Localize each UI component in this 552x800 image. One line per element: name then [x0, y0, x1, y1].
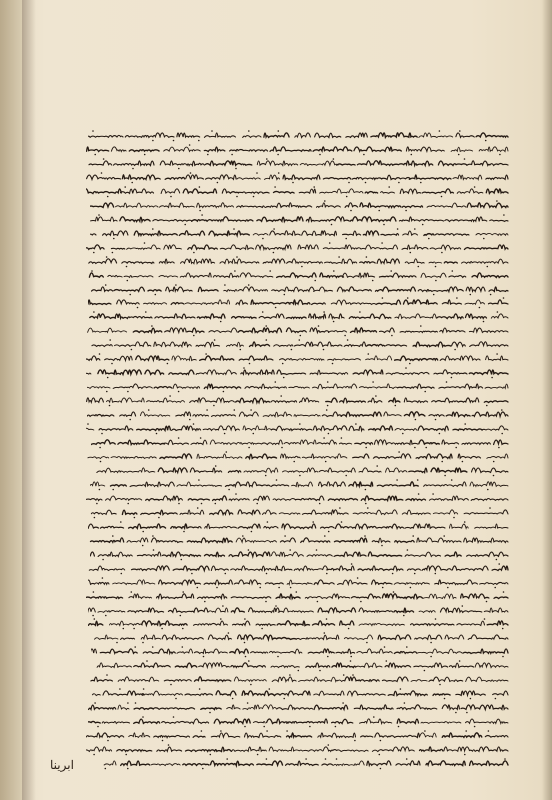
manuscript-line: [86, 589, 510, 603]
page-edge-right: [542, 0, 552, 800]
manuscript-line: [89, 672, 510, 686]
manuscript-line: [103, 756, 510, 770]
manuscript-line: [91, 435, 510, 449]
manuscript-line: [87, 449, 510, 463]
manuscript-line: [86, 421, 510, 435]
ink-strokes: [86, 393, 510, 407]
ink-strokes: [86, 351, 510, 365]
ink-strokes: [90, 477, 510, 491]
ink-strokes: [90, 337, 510, 351]
ink-strokes: [91, 282, 510, 296]
ink-strokes: [86, 240, 510, 254]
ink-strokes: [88, 128, 510, 142]
manuscript-line: [87, 379, 510, 393]
manuscript-line: [86, 393, 510, 407]
ink-strokes: [103, 756, 510, 770]
ink-strokes: [86, 728, 510, 742]
manuscript-line: [90, 477, 510, 491]
ink-strokes: [88, 616, 510, 630]
ink-strokes: [88, 603, 510, 617]
ink-strokes: [88, 561, 510, 575]
ink-strokes: [88, 630, 510, 644]
ink-strokes: [87, 323, 510, 337]
manuscript-line: [88, 561, 510, 575]
ink-strokes: [91, 435, 510, 449]
manuscript-line: [86, 365, 510, 379]
manuscript-line: [91, 282, 510, 296]
ink-strokes: [87, 156, 510, 170]
catchword: ابرينا: [50, 758, 74, 772]
handwritten-text-block: [86, 128, 510, 770]
manuscript-line: [86, 184, 510, 198]
ink-strokes: [88, 700, 510, 714]
manuscript-line: [86, 268, 510, 282]
gutter-shadow: [22, 0, 36, 800]
manuscript-line: [89, 309, 510, 323]
manuscript-line: [91, 644, 510, 658]
manuscript-line: [90, 505, 510, 519]
ink-strokes: [88, 519, 510, 533]
manuscript-line: [87, 254, 510, 268]
manuscript-line: [87, 407, 510, 421]
ink-strokes: [86, 421, 510, 435]
ink-strokes: [91, 644, 510, 658]
manuscript-line: [86, 212, 510, 226]
ink-strokes: [90, 226, 510, 240]
manuscript-line: [90, 658, 510, 672]
manuscript-line: [90, 198, 510, 212]
manuscript-line: [88, 603, 510, 617]
ink-strokes: [86, 142, 510, 156]
ink-strokes: [88, 533, 510, 547]
ink-strokes: [86, 365, 510, 379]
ink-strokes: [91, 463, 510, 477]
ink-strokes: [86, 170, 510, 184]
manuscript-line: [88, 519, 510, 533]
manuscript-line: [91, 463, 510, 477]
manuscript-line: [88, 575, 510, 589]
ink-strokes: [86, 212, 510, 226]
manuscript-line: [86, 142, 510, 156]
ink-strokes: [86, 589, 510, 603]
ink-strokes: [90, 547, 510, 561]
manuscript-line: [88, 295, 510, 309]
ink-strokes: [87, 254, 510, 268]
manuscript-line: [86, 742, 510, 756]
ink-strokes: [88, 575, 510, 589]
manuscript-line: [88, 700, 510, 714]
ink-strokes: [89, 309, 510, 323]
manuscript-line: [90, 337, 510, 351]
manuscript-line: [86, 170, 510, 184]
manuscript-line: [86, 491, 510, 505]
ink-strokes: [87, 407, 510, 421]
manuscript-line: [87, 156, 510, 170]
ink-strokes: [88, 714, 510, 728]
manuscript-line: [88, 533, 510, 547]
ink-strokes: [86, 742, 510, 756]
ink-strokes: [90, 658, 510, 672]
ink-strokes: [88, 295, 510, 309]
manuscript-line: [86, 351, 510, 365]
manuscript-line: [86, 240, 510, 254]
ink-strokes: [90, 198, 510, 212]
manuscript-line: [91, 686, 510, 700]
manuscript-line: [88, 714, 510, 728]
ink-strokes: [87, 449, 510, 463]
ink-strokes: [86, 268, 510, 282]
manuscript-line: [88, 630, 510, 644]
manuscript-line: [86, 728, 510, 742]
ink-strokes: [87, 379, 510, 393]
ink-strokes: [89, 672, 510, 686]
manuscript-line: [87, 323, 510, 337]
manuscript-line: [88, 616, 510, 630]
page-edge: [0, 0, 22, 800]
ink-strokes: [86, 184, 510, 198]
manuscript-line: [90, 226, 510, 240]
ink-strokes: [91, 686, 510, 700]
ink-strokes: [86, 491, 510, 505]
manuscript-line: [88, 128, 510, 142]
manuscript-line: [90, 547, 510, 561]
ink-strokes: [90, 505, 510, 519]
